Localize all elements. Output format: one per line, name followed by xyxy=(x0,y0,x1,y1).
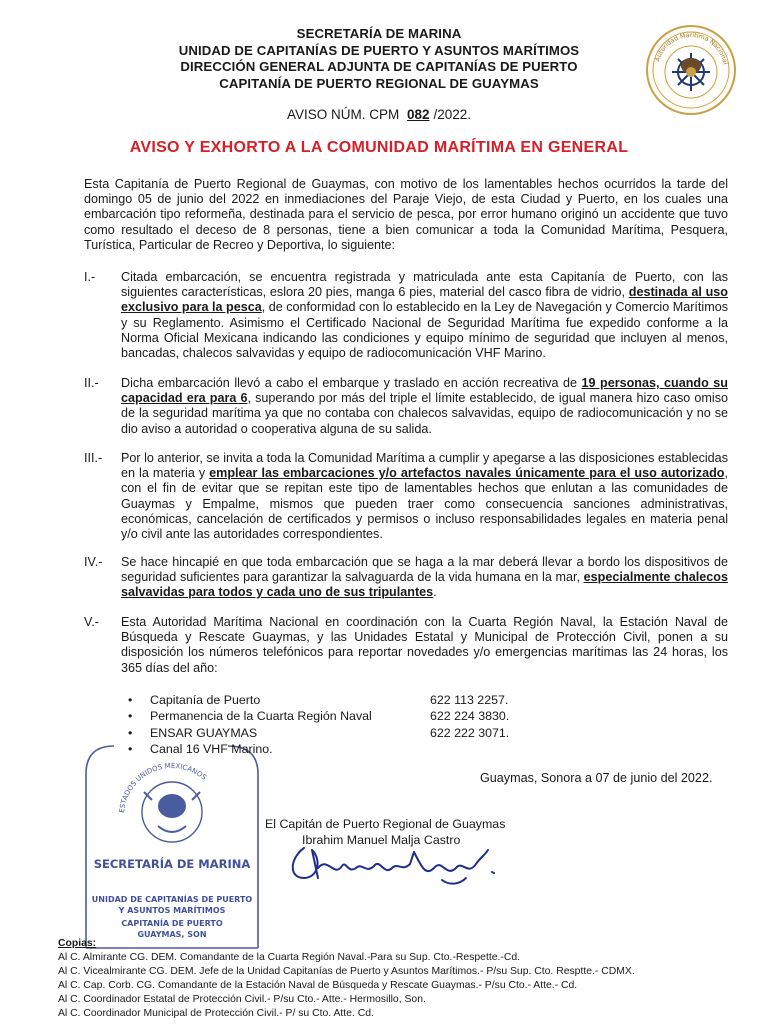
notice-number-suffix: /2022. xyxy=(433,107,472,122)
bullet-icon: • xyxy=(128,693,133,707)
eagle-emblem-icon xyxy=(142,782,202,842)
item-text-pre: Por lo anterior, se invita a toda la Comunidad Marítima a cumplir y apegarse a las disposiciones establecidas en la materia y xyxy=(121,451,728,481)
header-line-2: UNIDAD DE CAPITANÍAS DE PUERTO Y ASUNTOS MARÍTIMOS xyxy=(178,42,580,58)
intro-paragraph: Esta Capitanía de Puerto Regional de Guaymas, con motivo de los lamentables hechos ocurridos la tarde del domingo 05 de junio del 2022 en inmediaciones del Paraje Viejo, de esta Ciudad y Puerto, en los cuales una embarcación tipo reformeña, destinada para el servicio de pesca, por error humano originó un accidente que tuvo como resultado el deceso de 8 personas, tiene a bien comunicar a toda la Comunidad Marítima, Pesquera, Turística, Particular de Recreo y Deportiva, lo siguiente: xyxy=(84,177,728,252)
copy-recipient: Al C. Vicealmirante CG. DEM. Jefe de la Unidad Capitanías de Puerto y Asuntos Marítimos.- P/su Sup. Cto. Resptte.- CDMX. xyxy=(58,965,635,977)
item-text xyxy=(121,451,728,542)
notice-number-value: 082 xyxy=(406,107,430,122)
handwritten-signature xyxy=(282,838,512,890)
list-item xyxy=(84,451,728,542)
item-text-pre: Citada embarcación, se encuentra registrada y matriculada ante esta Capitanía de Puerto, con las siguientes características, eslora 20 pies, manga 6 pies, material del casco fibra de vidrio, xyxy=(121,270,728,300)
copy-recipient: Al C. Cap. Corb. CG. Comandante de la Estación Naval de Búsqueda y Rescate Guaymas.- P/su Cto.- Atte.- Cd. xyxy=(58,979,578,991)
signatory-name: Ibrahim Manuel Malja Castro xyxy=(302,833,461,847)
contact-name: Canal 16 VHF Marino. xyxy=(150,741,273,756)
header-line-3: DIRECCIÓN GENERAL ADJUNTA DE CAPITANÍAS DE PUERTO xyxy=(180,59,578,74)
stamp-line-1: SECRETARÍA DE MARINA xyxy=(93,857,251,871)
stamp-arc-text: ESTADOS UNIDOS MEXICANOS xyxy=(118,761,208,814)
stamp-line-5: GUAYMAS, SON xyxy=(137,930,207,939)
stamp-line-2: UNIDAD DE CAPITANÍAS DE PUERTO xyxy=(91,895,253,904)
bullet-icon: • xyxy=(128,725,133,740)
contact-phone: 622 222 3071. xyxy=(430,725,510,740)
item-number: II.- xyxy=(84,376,99,390)
item-text-post: , superando por más del triple el límite establecido, de igual manera hizo caso omiso de la seguridad marítima ya que no contaba con chalecos salvavidas, equipo de radiocomunicación y no se dio aviso a autoridad o cooperativa alguna de su salida. xyxy=(121,391,728,436)
stamp-line-3: Y ASUNTOS MARÍTIMOS xyxy=(118,906,226,915)
item-text-emphasis: emplear las embarcaciones y/o artefactos navales únicamente para el uso autorizado xyxy=(209,466,725,481)
contact-phone: 622 113 2257. xyxy=(430,693,509,707)
contact-name: ENSAR GUAYMAS xyxy=(150,725,258,740)
item-text-pre: Se hace hincapié en que toda embarcación que se haga a la mar deberá llevar a bordo los dispositivos de seguridad suficientes para garantizar la salvaguarda de la vida humana en la mar, xyxy=(121,555,728,585)
item-text xyxy=(121,270,728,361)
list-item xyxy=(84,555,728,601)
contact-phone: 622 224 3830. xyxy=(430,709,510,724)
document-title: AVISO Y EXHORTO A LA COMUNIDAD MARÍTIMA EN GENERAL xyxy=(129,139,629,156)
place-date: Guaymas, Sonora a 07 de junio del 2022. xyxy=(480,771,713,785)
copies-label: Copias: xyxy=(58,938,97,949)
list-item xyxy=(84,376,728,437)
item-number: III.- xyxy=(84,451,103,465)
copies-list xyxy=(58,937,635,1020)
official-stamp xyxy=(72,734,270,958)
contact-name: Capitanía de Puerto xyxy=(150,693,261,707)
notice-number-prefix: AVISO NÚM. CPM xyxy=(286,107,400,122)
seal-text: Autoridad Marítima Nacional xyxy=(654,31,729,66)
item-text-emphasis: especialmente chalecos salvavidas para todos y cada uno de sus tripulantes xyxy=(121,570,728,600)
header-line-1: SECRETARÍA DE MARINA xyxy=(296,26,462,41)
bullet-icon: • xyxy=(128,741,133,756)
signatory-title: El Capitán de Puerto Regional de Guaymas xyxy=(265,817,506,831)
maritime-authority-seal-icon xyxy=(645,24,737,116)
copy-recipient: Al C. Coordinador Municipal de Protección Civil.- P/ su Cto. Atte. Cd. xyxy=(58,1007,374,1019)
list-item xyxy=(84,270,728,361)
item-number: I.- xyxy=(84,270,96,284)
item-number: IV.- xyxy=(84,555,103,569)
item-text-post: , con el fin de evitar que se repitan este tipo de lamentables hechos que enlutan a las comunidades de Guaymas y Empalme, mismos que pueden traer como consecuencia sanciones administrativas, económicas, cancelación de certificados y permisos o incluso responsabilidades legales en materia penal y/o civil ante las autoridades correspondientes. xyxy=(121,466,728,542)
item-text xyxy=(121,615,728,676)
item-number: V.- xyxy=(84,615,99,629)
copy-recipient: Al C. Almirante CG. DEM. Comandante de la Cuarta Región Naval.-Para su Sup. Cto.-Respette.-Cd. xyxy=(58,951,521,963)
item-text-post: . xyxy=(433,585,437,600)
item-text-pre: Esta Autoridad Marítima Nacional en coordinación con la Cuarta Región Naval, la Estación Naval de Búsqueda y Rescate Guaymas, y las Unidades Estatal y Municipal de Protección Civil, ponen a su disposición los números telefónicos para reportar novedades y/o emergencias marítimas las 24 horas, los 365 días del año: xyxy=(121,615,728,675)
notice-number xyxy=(0,107,758,122)
item-text-emphasis: 19 personas, cuando su capacidad era para 6 xyxy=(121,376,728,406)
item-text xyxy=(121,376,728,437)
contact-name: Permanencia de la Cuarta Región Naval xyxy=(150,709,372,724)
bullet-icon: • xyxy=(128,709,133,724)
item-text-post: , de conformidad con lo establecido en la Ley de Navegación y Comercio Marítimos y su Reglamento. Asimismo el Certificado Nacional de Seguridad Marítima fue expedido conforme a la Norma Oficial Mexicana indicando las condiciones y equipo mínimo de seguridad que incluyen al menos, bancadas, chalecos salvavidas y equipo de radiocomunicación VHF Marino. xyxy=(121,300,728,361)
list-item xyxy=(84,615,728,676)
item-text-emphasis: destinada al uso exclusivo para la pesca xyxy=(121,285,728,315)
header-line-4: CAPITANÍA DE PUERTO REGIONAL DE GUAYMAS xyxy=(219,75,539,91)
copy-recipient: Al C. Coordinador Estatal de Protección Civil.- P/su Cto.- Atte.- Hermosillo, Son. xyxy=(58,993,426,1005)
item-text-pre: Dicha embarcación llevó a cabo el embarque y traslado en acción recreativa de xyxy=(121,376,582,390)
item-text xyxy=(121,555,728,601)
stamp-line-4: CAPITANÍA DE PUERTO xyxy=(121,919,223,928)
